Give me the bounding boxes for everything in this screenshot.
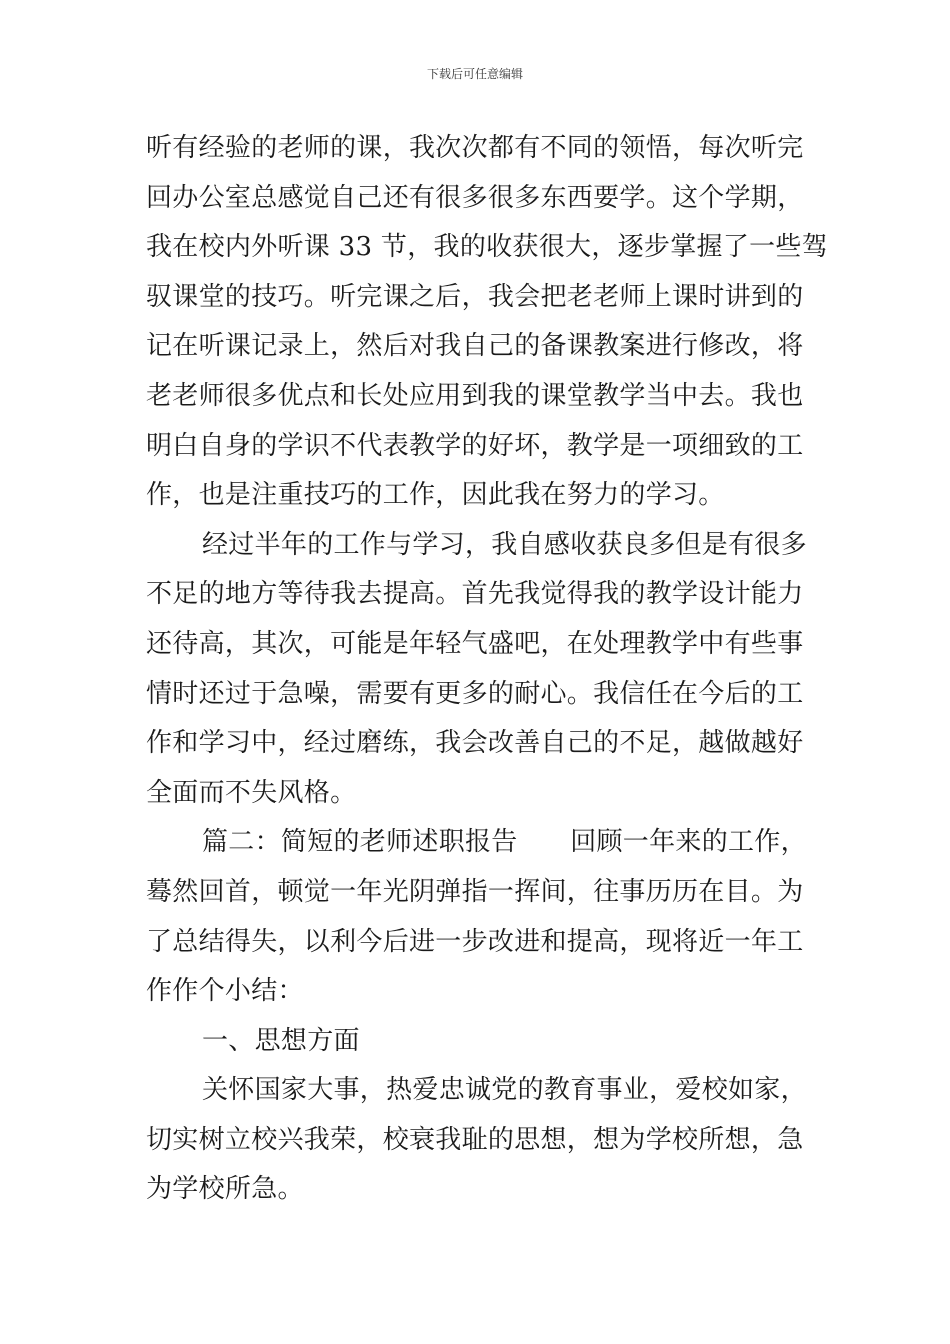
- text-line: 切实树立校兴我荣，校衰我耻的思想，想为学校所想，急: [146, 1124, 804, 1155]
- text-line: 作，也是注重技巧的工作，因此我在努力的学习。: [146, 480, 725, 511]
- text-line: 回办公室总感觉自己还有很多很多东西要学。这个学期，: [146, 182, 804, 213]
- text-line: 篇二：简短的老师述职报告 回顾一年来的工作，: [202, 827, 807, 858]
- text-line: 经过半年的工作与学习，我自感收获良多但是有很多: [202, 529, 807, 560]
- text-line: 明白自身的学识不代表教学的好坏，教学是一项细致的工: [146, 430, 804, 461]
- text-line: 情时还过于急噪，需要有更多的耐心。我信任在今后的工: [146, 678, 804, 709]
- text-line: 不足的地方等待我去提高。首先我觉得我的教学设计能力: [146, 579, 804, 610]
- text-line: 全面而不失风格。: [146, 777, 357, 808]
- text-line: 老老师很多优点和长处应用到我的课堂教学当中去。我也: [146, 380, 804, 411]
- text-line: 还待高，其次，可能是年轻气盛吧，在处理教学中有些事: [146, 628, 804, 659]
- text-line: 驭课堂的技巧。听完课之后，我会把老老师上课时讲到的: [146, 281, 804, 312]
- text-line: 了总结得失，以利今后进一步改进和提高，现将近一年工: [146, 926, 804, 957]
- text-line: 作作个小结：: [146, 976, 304, 1007]
- page-header-note: 下载后可任意编辑: [426, 67, 523, 81]
- text-line: 作和学习中，经过磨练，我会改善自己的不足，越做越好: [146, 728, 804, 759]
- text-line: 关怀国家大事，热爱忠诚党的教育事业，爱校如家，: [202, 1075, 807, 1106]
- text-line: 为学校所急。: [146, 1174, 304, 1205]
- document-body: [146, 124, 829, 1215]
- text-line: 听有经验的老师的课，我次次都有不同的领悟，每次听完: [146, 133, 804, 163]
- text-line: 记在听课记录上，然后对我自己的备课教案进行修改，将: [146, 331, 804, 362]
- section-heading: 一、思想方面: [202, 1025, 360, 1056]
- text-line: 蓦然回首，顿觉一年光阴弹指一挥间，往事历历在目。为: [146, 876, 804, 907]
- text-line: 我在校内外听课 33 节，我的收获很大，逐步掌握了一些驾: [146, 232, 829, 263]
